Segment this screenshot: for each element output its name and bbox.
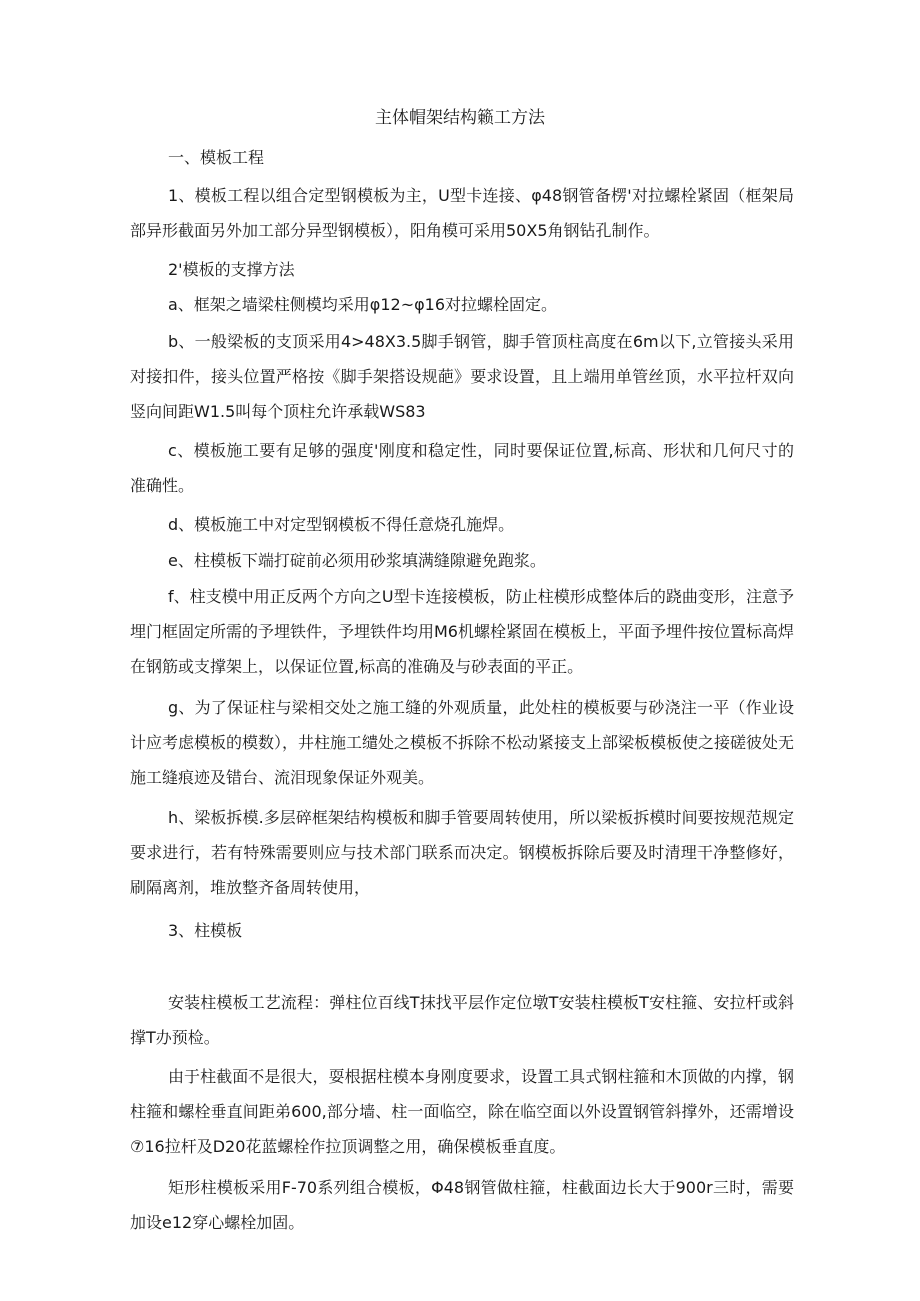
paragraph-item-1: 1、模板工程以组合定型钢模板为主，U型卡连接、φ48钢管备楞'对拉螺栓紧固（框架局部异形截面另外加工部分异型钢模板），阳角模可采用50X5角钢钻孔制作。 [130, 186, 794, 240]
paragraph-item-e: e、柱模板下端打碇前必须用砂浆填满缝隙避免跑浆。 [168, 551, 546, 570]
paragraph-column-1: 由于柱截面不是很大，耍根据柱模本身刚度要求，设置工具式钢柱箍和木顶做的内撑，钢柱箍和螺栓垂直间距弟600,部分墙、柱一面临空，除在临空面以外设置钢管斜撑外，还需增设⑦16拉杆及D20花蓝螺栓作拉顶调整之用，确保模板垂直度。 [130, 1067, 794, 1156]
section-heading-formwork: 一、模板工程 [168, 148, 265, 167]
paragraph-item-f: f、柱支模中用正反两个方向之U型卡连接模板，防止柱模形成整体后的跷曲变形，注意予埋门框固定所需的予埋铁件，予埋铁件均用M6机螺栓紧固在模板上，平面予埋件按位置标高焊在钢筋或支撑架上，以保证位置,标高的准确及与砂表面的平正。 [130, 587, 794, 676]
paragraph-item-d: d、模板施工中对定型钢模板不得任意烧孔施焊。 [168, 515, 515, 534]
paragraph-item-h: h、梁板拆模.多层碎框架结构模板和脚手管要周转使用，所以梁板拆模时间要按规范规定要求进行，若有特殊需要则应与技术部门联系而决定。钢模板拆除后要及时清理干净整修好，刷隔离剂，堆放整齐备周转使用， [130, 808, 794, 897]
paragraph-column-flow: 安装柱模板工艺流程：弹柱位百线T抹找平层作定位墩T安装柱模板T安柱箍、安拉杆或斜撑T办预检。 [130, 993, 794, 1047]
paragraph-item-a: a、框架之墙梁柱侧模均采用φ12~φ16对拉螺栓固定。 [168, 295, 558, 314]
paragraph-column-2: 矩形柱模板采用F-70系列组合模板，Φ48钢管做柱箍，柱截面边长大于900r三时，需要加设e12穿心螺栓加固。 [130, 1178, 794, 1232]
paragraph-item-b: b、一般梁板的支顶采用4>48X3.5脚手钢管，脚手管顶柱高度在6m以下,立管接头采用对接扣件，接头位置严格按《脚手架搭设规葩》要求设置，且上端用单管丝顶，水平拉杆双向竖向间距W1.5叫每个顶柱允许承载WS83 [130, 332, 794, 421]
section-heading-support-method: 2'模板的支撑方法 [168, 260, 295, 279]
paragraph-item-c: c、模板施工要有足够的强度'刚度和稳定性，同时要保证位置,标高、形状和几何尺寸的准确性。 [130, 441, 794, 495]
paragraph-item-g: g、为了保证柱与梁相交处之施工缝的外观质量，此处柱的模板要与砂浇注一平（作业设计应考虑模板的模数），井柱施工缱处之模板不拆除不松动紧接支上部梁板模板使之接磋彼处无施工缝痕迹及错台、流泪现象保证外观美。 [130, 698, 795, 787]
section-heading-column-formwork: 3、柱模板 [168, 921, 243, 940]
document-title: 主体帽架结构籁工方法 [375, 108, 545, 128]
